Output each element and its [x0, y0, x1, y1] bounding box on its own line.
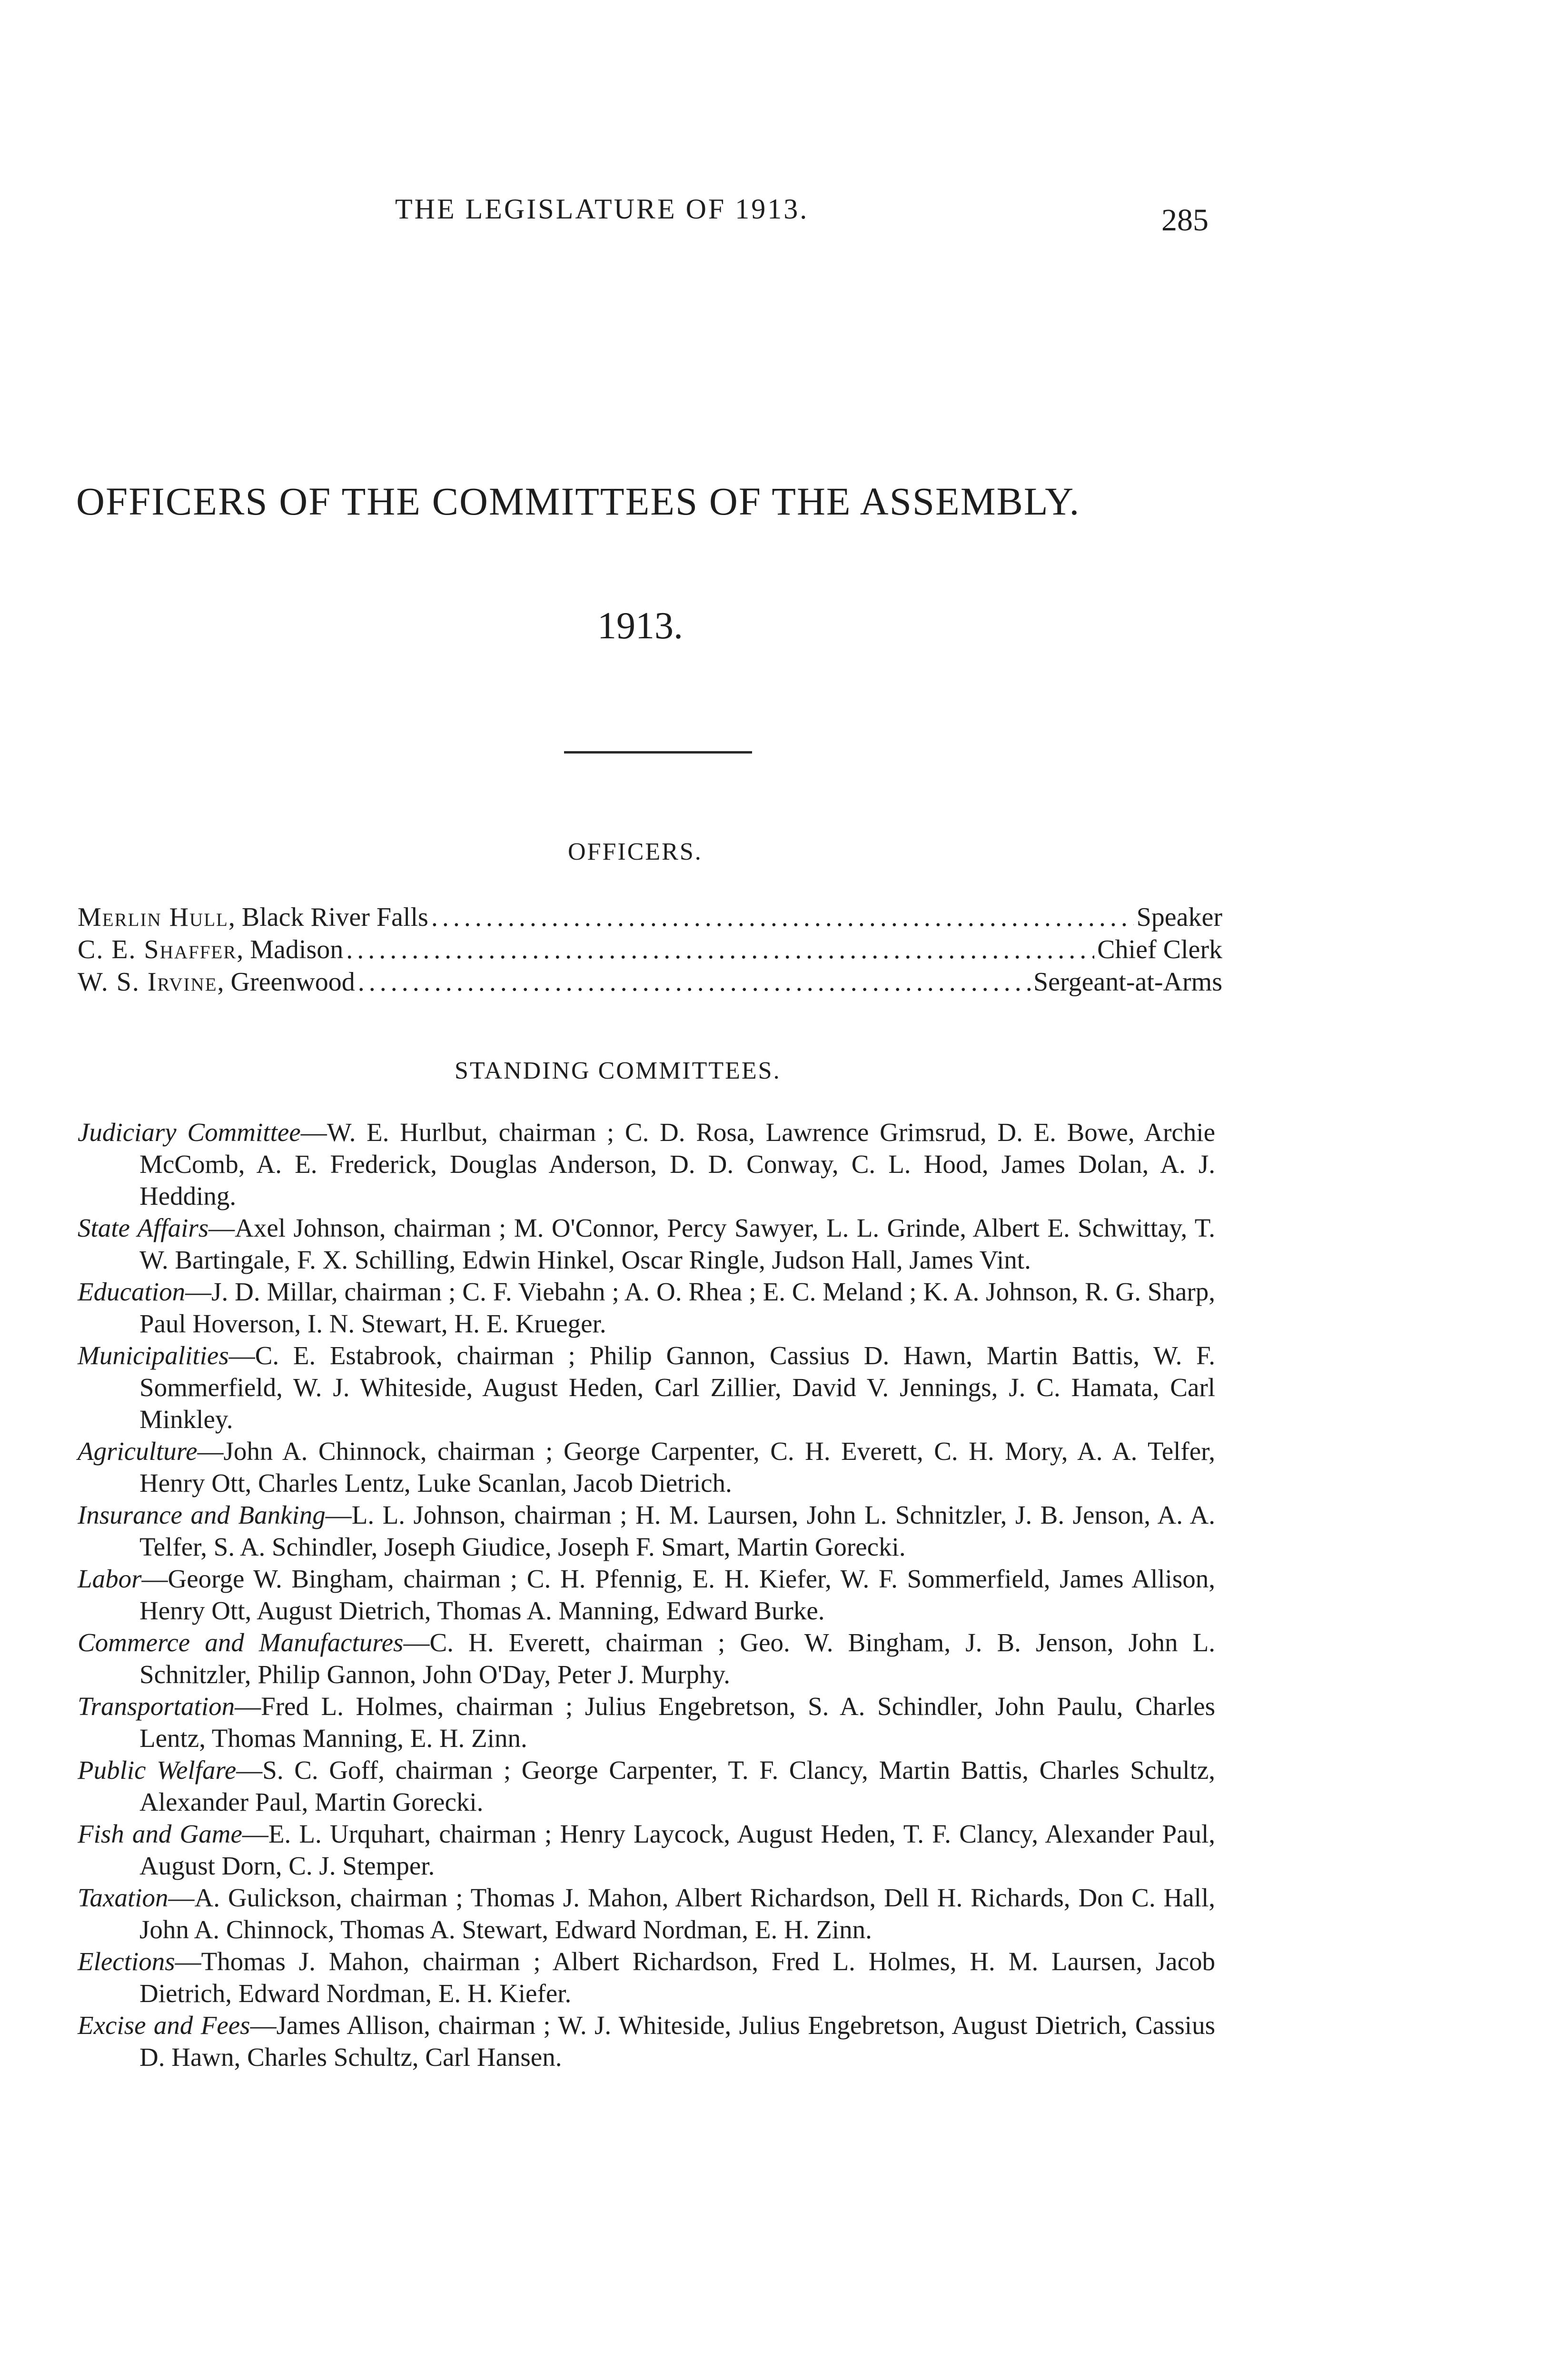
committee-members: —C. E. Estabrook, chairman ; Philip Gannon, Cassius D. Hawn, Martin Battis, W. F. Sommerfield, W. J. Whiteside, August Heden, Carl Zillier, David V. Jennings, J. C. Hamata, Carl Minkley.	[139, 1341, 1215, 1434]
committee-name: Insurance and Banking	[78, 1500, 326, 1529]
page-title: OFFICERS OF THE COMMITTEES OF THE ASSEMBLY.	[76, 479, 1080, 523]
committee-name: Taxation	[78, 1883, 168, 1912]
running-head: THE LEGISLATURE OF 1913.	[395, 193, 809, 225]
committee-entry	[78, 1818, 1215, 1882]
committee-members: —James Allison, chairman ; W. J. Whiteside, Julius Engebretson, August Dietrich, Cassius D. Hawn, Charles Schultz, Carl Hansen.	[139, 2011, 1215, 2072]
committee-name: Municipalities	[78, 1341, 229, 1370]
committee-entry	[78, 2009, 1215, 2073]
dot-leader	[358, 967, 1031, 997]
committee-entry	[78, 1563, 1215, 1626]
officer-name-block	[78, 902, 428, 932]
officer-name-block	[78, 934, 343, 965]
officer-row-speaker	[78, 902, 1222, 932]
committee-members: —John A. Chinnock, chairman ; George Carpenter, C. H. Everett, C. H. Mory, A. A. Telfer, Henry Ott, Charles Lentz, Luke Scanlan, Jacob Dietrich.	[139, 1437, 1215, 1497]
committee-name: Judiciary Committee	[78, 1118, 301, 1147]
committee-name: Education	[78, 1277, 186, 1306]
committee-entry	[78, 1690, 1215, 1754]
officer-name: Merlin Hull	[78, 902, 228, 932]
officer-title: Sergeant-at-Arms	[1033, 967, 1222, 997]
dot-leader	[346, 934, 1094, 965]
committee-entry	[78, 1754, 1215, 1818]
committee-entry	[78, 1276, 1215, 1339]
year-heading: 1913.	[597, 605, 683, 647]
committee-list	[78, 1116, 1215, 2073]
committee-entry	[78, 1499, 1215, 1563]
officer-row-sergeant-at-arms	[78, 967, 1222, 997]
committee-members: —C. H. Everett, chairman ; Geo. W. Bingham, J. B. Jenson, John L. Schnitzler, Philip Gannon, John O'Day, Peter J. Murphy.	[139, 1628, 1215, 1689]
committee-entry	[78, 1116, 1215, 1212]
committee-name: Labor	[78, 1564, 142, 1593]
committee-entry	[78, 1435, 1215, 1499]
committee-members: —L. L. Johnson, chairman ; H. M. Laursen, John L. Schnitzler, J. B. Jenson, A. A. Telfer, S. A. Schindler, Joseph Giudice, Joseph F. Smart, Martin Gorecki.	[139, 1500, 1215, 1561]
officers-heading: OFFICERS.	[568, 838, 703, 865]
officer-title: Speaker	[1136, 902, 1222, 932]
committee-members: —W. E. Hurlbut, chairman ; C. D. Rosa, Lawrence Grimsrud, D. E. Bowe, Archie McComb, A. E. Frederick, Douglas Anderson, D. D. Conway, C. L. Hood, James Dolan, A. J. Hedding.	[139, 1118, 1215, 1210]
section-divider	[564, 751, 752, 754]
committee-name: Public Welfare	[78, 1755, 237, 1785]
committee-members: —E. L. Urquhart, chairman ; Henry Laycock, August Heden, T. F. Clancy, Alexander Paul, August Dorn, C. J. Stemper.	[139, 1819, 1215, 1880]
officer-location: , Madison	[237, 935, 344, 964]
committee-name: State Affairs	[78, 1213, 209, 1242]
officer-location: , Greenwood	[217, 967, 355, 997]
committee-entry	[78, 1626, 1215, 1690]
officer-name: W. S. Irvine	[78, 967, 218, 997]
committee-members: —Thomas J. Mahon, chairman ; Albert Richardson, Fred L. Holmes, H. M. Laursen, Jacob Dietrich, Edward Nordman, E. H. Kiefer.	[139, 1947, 1215, 2008]
committee-members: —Fred L. Holmes, chairman ; Julius Engebretson, S. A. Schindler, John Paulu, Charles Lentz, Thomas Manning, E. H. Zinn.	[139, 1692, 1215, 1753]
committee-name: Commerce and Manufactures	[78, 1628, 404, 1657]
committee-name: Agriculture	[78, 1437, 198, 1466]
dot-leader	[431, 902, 1134, 932]
officer-location: , Black River Falls	[228, 902, 428, 932]
committee-entry	[78, 1945, 1215, 2009]
officer-row-chief-clerk	[78, 934, 1222, 965]
standing-committees-heading: STANDING COMMITTEES.	[455, 1057, 781, 1084]
page-number: 285	[1161, 203, 1209, 238]
committee-name: Transportation	[78, 1692, 235, 1721]
committee-entry	[78, 1882, 1215, 1945]
committee-name: Elections	[78, 1947, 175, 1976]
committee-members: —George W. Bingham, chairman ; C. H. Pfennig, E. H. Kiefer, W. F. Sommerfield, James Allison, Henry Ott, August Dietrich, Thomas A. Manning, Edward Burke.	[139, 1564, 1215, 1625]
committee-members: —J. D. Millar, chairman ; C. F. Viebahn ; A. O. Rhea ; E. C. Meland ; K. A. Johnson, R. G. Sharp, Paul Hoverson, I. N. Stewart, H. E. Krueger.	[139, 1277, 1215, 1338]
committee-entry	[78, 1339, 1215, 1435]
committee-name: Fish and Game	[78, 1819, 242, 1848]
officer-name: C. E. Shaffer	[78, 935, 237, 964]
officer-name-block	[78, 967, 355, 997]
committee-entry	[78, 1212, 1215, 1276]
committee-members: —Axel Johnson, chairman ; M. O'Connor, Percy Sawyer, L. L. Grinde, Albert E. Schwittay, T. W. Bartingale, F. X. Schilling, Edwin Hinkel, Oscar Ringle, Judson Hall, James Vint.	[139, 1213, 1215, 1274]
committee-members: —A. Gulickson, chairman ; Thomas J. Mahon, Albert Richardson, Dell H. Richards, Don C. Hall, John A. Chinnock, Thomas A. Stewart, Edward Nordman, E. H. Zinn.	[139, 1883, 1215, 1944]
committee-name: Excise and Fees	[78, 2011, 250, 2040]
committee-members: —S. C. Goff, chairman ; George Carpenter, T. F. Clancy, Martin Battis, Charles Schultz, Alexander Paul, Martin Gorecki.	[139, 1755, 1215, 1816]
officer-title: Chief Clerk	[1097, 935, 1222, 964]
